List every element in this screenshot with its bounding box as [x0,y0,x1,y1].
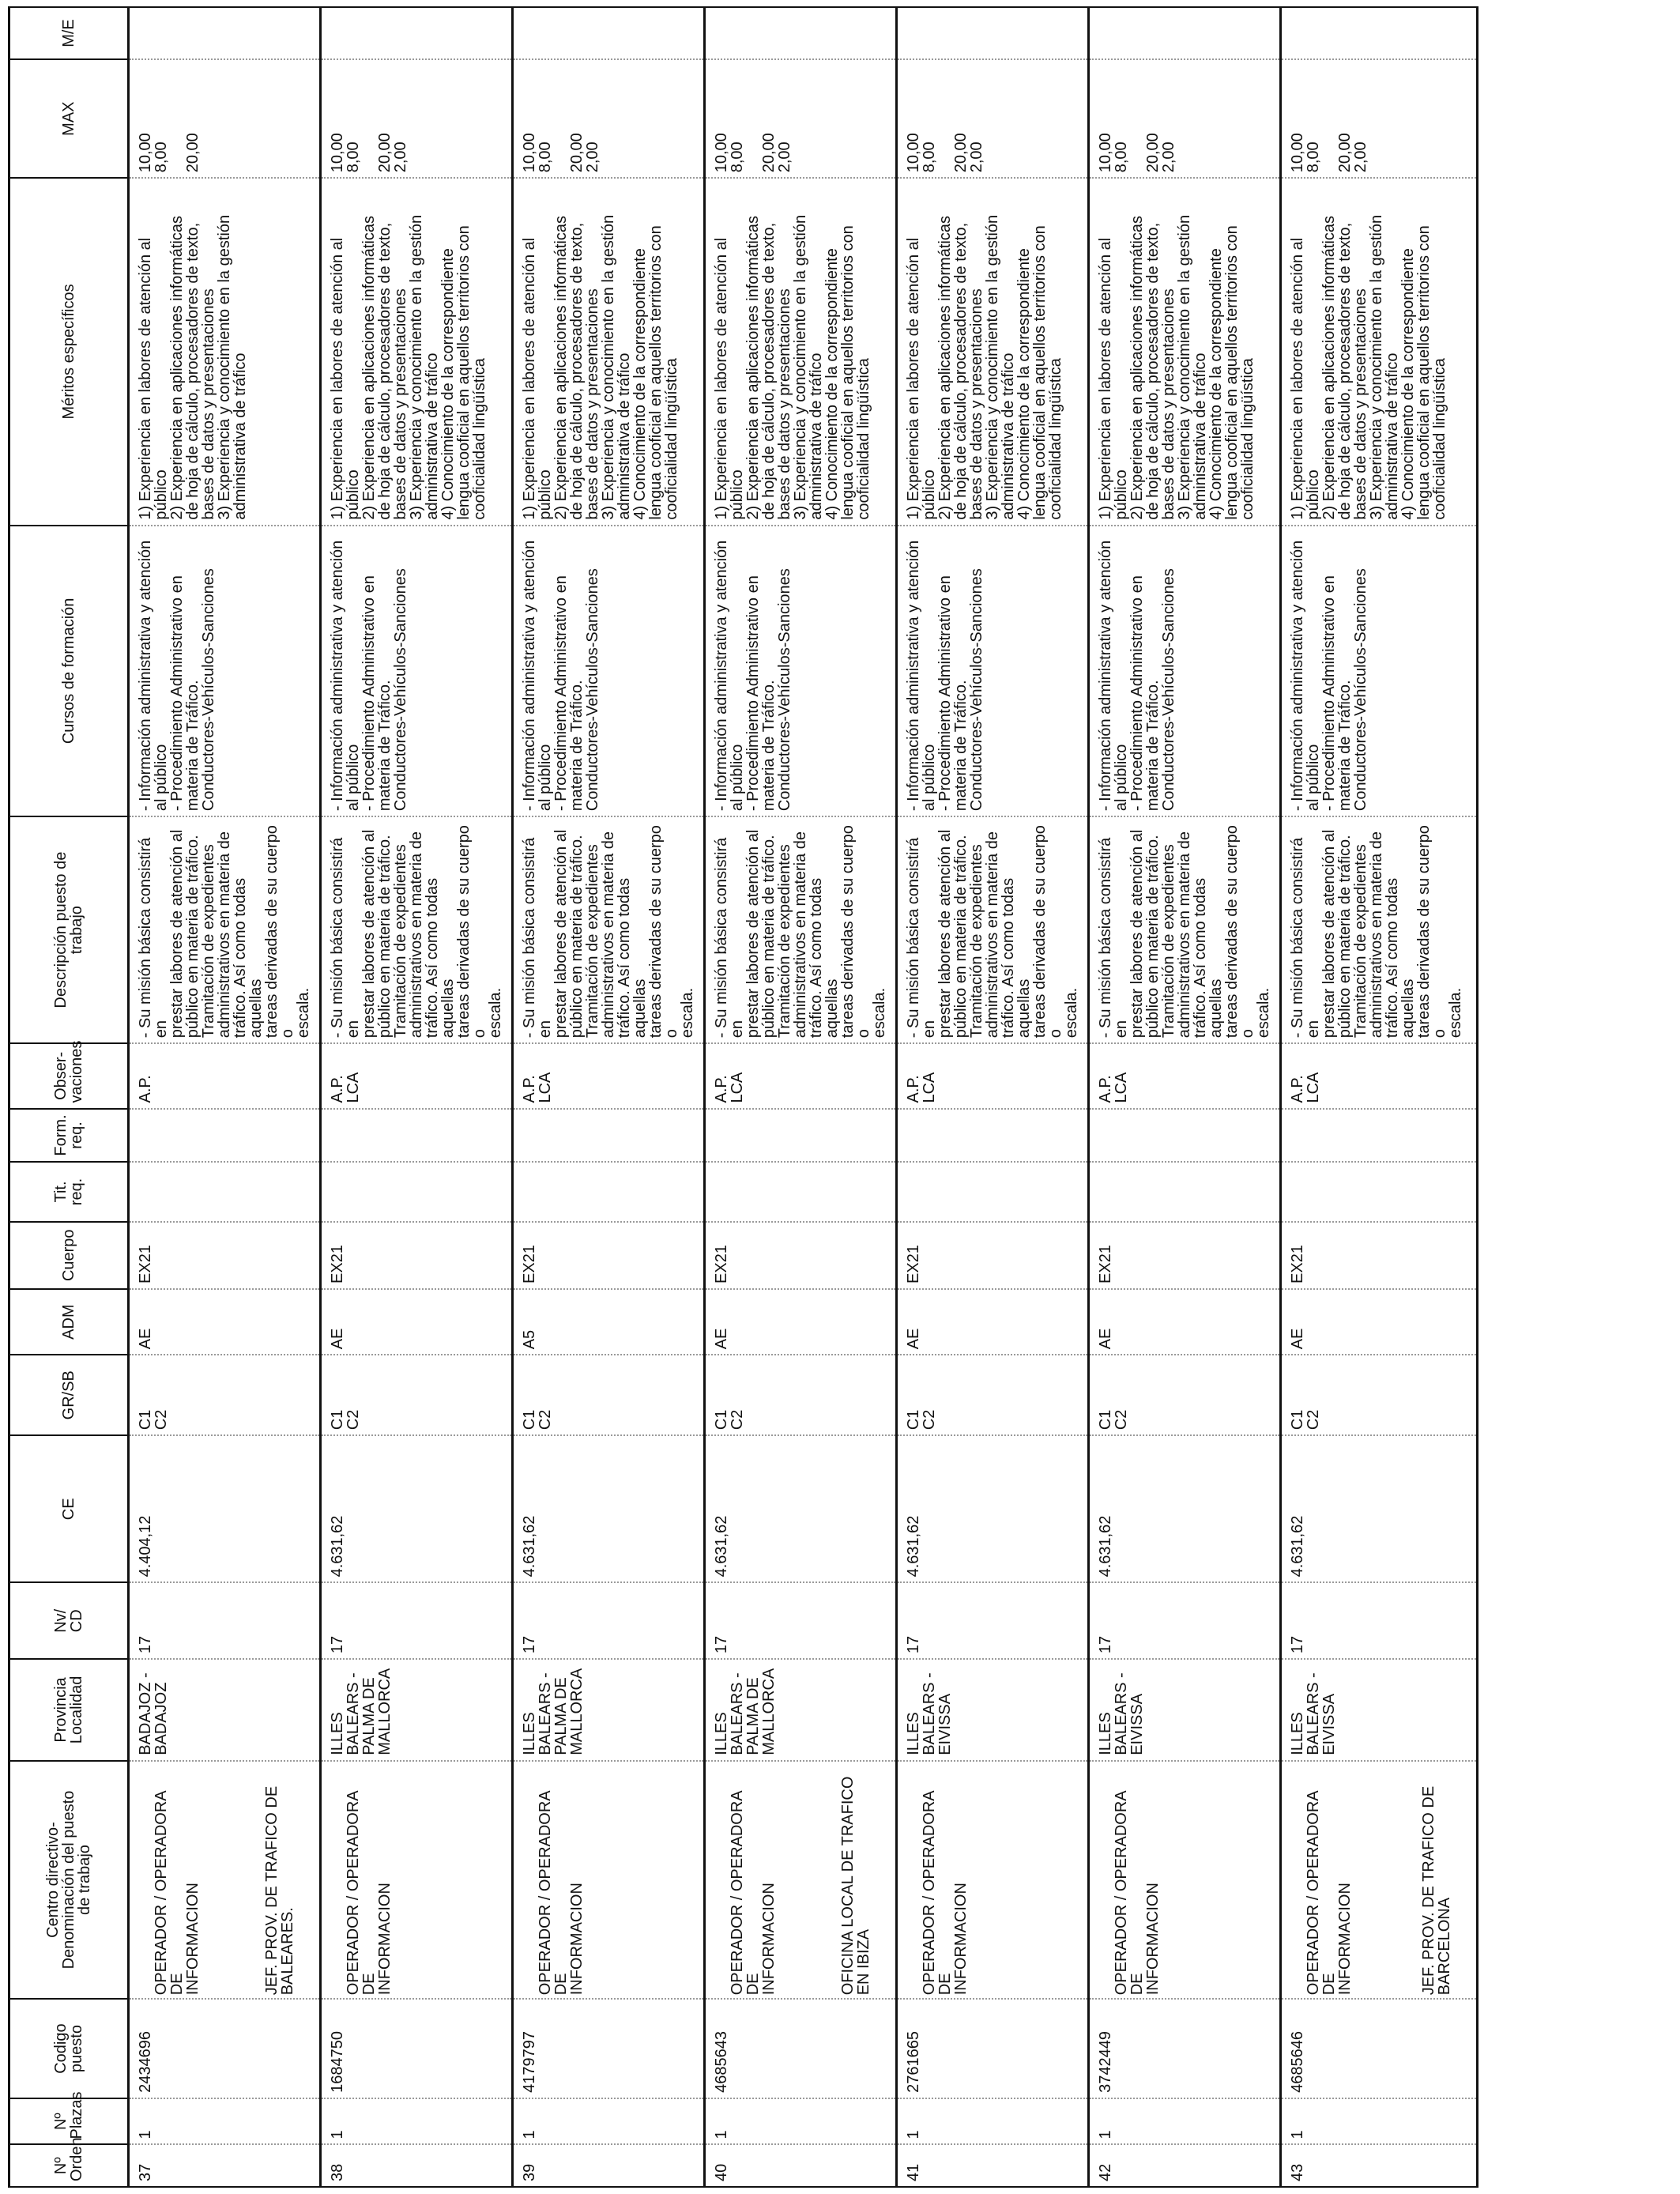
header-titulacion: Tit. req. [9,1162,129,1221]
formacion-cell [1089,1109,1281,1163]
centro-cell [513,1761,705,2000]
provincia-cell: BADAJOZ - BADAJOZ [129,1659,321,1761]
titulacion-cell [129,1162,321,1221]
orden-cell: 41 [897,2145,1089,2188]
grupo-cell: C1 C2 [897,1355,1089,1435]
ce-cell: 4.404,12 [129,1435,321,1582]
max-cell: 10,00 8,00 20,00 2,00 [1089,59,1281,178]
centro-cell [897,1761,1089,2000]
provincia-cell: ILLES BALEARS - PALMA DE MALLORCA [705,1659,897,1761]
adm-cell: AE [1089,1289,1281,1355]
table-row [129,7,321,2187]
codigo-cell: 1684750 [321,1999,513,2098]
cuerpo-cell: EX21 [1089,1222,1281,1289]
me-cell [897,7,1089,59]
me-cell [129,7,321,59]
ce-cell: 4.631,62 [321,1435,513,1582]
nivel-cell: 17 [129,1582,321,1659]
max-cell: 10,00 8,00 20,00 2,00 [321,59,513,178]
orden-cell: 38 [321,2145,513,2188]
position-name: OPERADOR / OPERADORA DE INFORMACION [921,1791,970,1996]
centro-cell [1281,1761,1478,2000]
cursos-cell: - Información administrativa y atención al público - Procedimiento Administrativo en materia de Tráfico. Conductores-Vehículos-Sanciones [129,526,321,816]
adm-cell: AE [897,1289,1089,1355]
adm-cell: AE [321,1289,513,1355]
position-name: OPERADOR / OPERADORA DE INFORMACION [345,1791,394,1996]
descripcion-cell: - Su misión básica consistirá en prestar labores de atención al público en materia de tráfico. Tramitación de expedientes administrativos en materia de tráfico. Así como todas aquellas tareas derivadas de su cuerpo o escala. [705,816,897,1043]
observaciones-cell: A.P. LCA [1089,1043,1281,1108]
max-cell: 10,00 8,00 20,00 2,00 [897,59,1089,178]
descripcion-cell: - Su misión básica consistirá en prestar labores de atención al público en materia de tráfico. Tramitación de expedientes administrativos en materia de tráfico. Así como todas aquellas tareas derivadas de su cuerpo o escala. [1281,816,1478,1043]
centro-cell [321,1761,513,2000]
header-descripcion: Descripción puesto de trabajo [9,816,129,1043]
grupo-cell: C1 C2 [1089,1355,1281,1435]
table-row [1281,7,1478,2187]
nivel-cell: 17 [1281,1582,1478,1659]
provincia-cell: ILLES BALEARS - EIVISSA [897,1659,1089,1761]
position-name: OPERADOR / OPERADORA DE INFORMACION [729,1791,778,1996]
centro-cell [1089,1761,1281,2000]
meritos-cell: 1) Experiencia en labores de atención al público 2) Experiencia en aplicaciones informáticas de hoja de cálculo, procesadores de texto, bases de datos y presentaciones 3) Experiencia y conocimiento en la gestión administrativa de tráfico 4) Conocimiento de la correspondiente lengua cooficial en aquellos territorios con cooficialidad lingüística [1089,178,1281,525]
formacion-cell [1281,1109,1478,1163]
cursos-cell: - Información administrativa y atención al público - Procedimiento Administrativo en materia de Tráfico. Conductores-Vehículos-Sanciones [513,526,705,816]
codigo-cell: 2761665 [897,1999,1089,2098]
me-cell [705,7,897,59]
nivel-cell: 17 [897,1582,1089,1659]
descripcion-cell: - Su misión básica consistirá en prestar labores de atención al público en materia de tráfico. Tramitación de expedientes administrativos en materia de tráfico. Así como todas aquellas tareas derivadas de su cuerpo o escala. [321,816,513,1043]
cuerpo-cell: EX21 [1281,1222,1478,1289]
observaciones-cell: A.P. LCA [321,1043,513,1108]
centro-cell [129,1761,321,2000]
plazas-cell: 1 [1089,2098,1281,2145]
meritos-cell: 1) Experiencia en labores de atención al público 2) Experiencia en aplicaciones informáticas de hoja de cálculo, procesadores de texto, bases de datos y presentaciones 3) Experiencia y conocimiento en la gestión administrativa de tráfico 4) Conocimiento de la correspondiente lengua cooficial en aquellos territorios con cooficialidad lingüística [897,178,1089,525]
next-centro-header: JEF. PROV. DE TRAFICO DE BALEARES. [263,1785,296,1996]
nivel-cell: 17 [513,1582,705,1659]
me-cell [1089,7,1281,59]
grupo-cell: C1 C2 [321,1355,513,1435]
position-name: OPERADOR / OPERADORA DE INFORMACION [1305,1791,1354,1996]
plazas-cell: 1 [129,2098,321,2145]
cursos-cell: - Información administrativa y atención al público - Procedimiento Administrativo en materia de Tráfico. Conductores-Vehículos-Sanciones [705,526,897,816]
orden-cell: 43 [1281,2145,1478,2188]
header-orden: Nº Orden [9,2145,129,2188]
observaciones-cell: A.P. LCA [897,1043,1089,1108]
provincia-cell: ILLES BALEARS - EIVISSA [1281,1659,1478,1761]
orden-cell: 42 [1089,2145,1281,2188]
grupo-cell: C1 C2 [129,1355,321,1435]
max-cell: 10,00 8,00 20,00 2,00 [1281,59,1478,178]
ce-cell: 4.631,62 [897,1435,1089,1582]
header-ce: CE [9,1435,129,1582]
next-centro-header: OFICINA LOCAL DE TRAFICO EN IBIZA [839,1776,872,1996]
next-centro-header: JEF. PROV. DE TRAFICO DE BARCELONA [1420,1785,1453,1996]
ce-cell: 4.631,62 [513,1435,705,1582]
cuerpo-cell: EX21 [513,1222,705,1289]
provincia-cell: ILLES BALEARS - PALMA DE MALLORCA [321,1659,513,1761]
nivel-cell: 17 [1089,1582,1281,1659]
cuerpo-cell: EX21 [321,1222,513,1289]
table-row [321,7,513,2187]
header-plazas: Nº Plazas [9,2098,129,2145]
position-name: OPERADOR / OPERADORA DE INFORMACION [1113,1791,1162,1996]
provincia-cell: ILLES BALEARS - PALMA DE MALLORCA [513,1659,705,1761]
meritos-cell: 1) Experiencia en labores de atención al público 2) Experiencia en aplicaciones informáticas de hoja de cálculo, procesadores de texto, bases de datos y presentaciones 3) Experiencia y conocimiento en la gestión administrativa de tráfico [129,178,321,525]
formacion-cell [513,1109,705,1163]
descripcion-cell: - Su misión básica consistirá en prestar labores de atención al público en materia de tráfico. Tramitación de expedientes administrativos en materia de tráfico. Así como todas aquellas tareas derivadas de su cuerpo o escala. [897,816,1089,1043]
header-max: MAX [9,59,129,178]
titulacion-cell [897,1162,1089,1221]
position-name: OPERADOR / OPERADORA DE INFORMACION [153,1791,202,1996]
table-row [897,7,1089,2187]
orden-cell: 40 [705,2145,897,2188]
header-adm: ADM [9,1289,129,1355]
header-grupo: GR/SB [9,1355,129,1435]
observaciones-cell: A.P. LCA [1281,1043,1478,1108]
observaciones-cell: A.P. LCA [513,1043,705,1108]
grupo-cell: C1 C2 [1281,1355,1478,1435]
formacion-cell [897,1109,1089,1163]
cuerpo-cell: EX21 [129,1222,321,1289]
nivel-cell: 17 [321,1582,513,1659]
codigo-cell: 4179797 [513,1999,705,2098]
header-provincia: Provincia Localidad [9,1659,129,1761]
table-row [513,7,705,2187]
titulacion-cell [1089,1162,1281,1221]
orden-cell: 39 [513,2145,705,2188]
adm-cell: AE [705,1289,897,1355]
codigo-cell: 3742449 [1089,1999,1281,2098]
header-formacion: Form. req. [9,1109,129,1163]
header-row [9,7,129,2187]
formacion-cell [321,1109,513,1163]
max-cell: 10,00 8,00 20,00 2,00 [705,59,897,178]
titulacion-cell [513,1162,705,1221]
adm-cell: A5 [513,1289,705,1355]
cuerpo-cell: EX21 [705,1222,897,1289]
plazas-cell: 1 [705,2098,897,2145]
meritos-cell: 1) Experiencia en labores de atención al público 2) Experiencia en aplicaciones informáticas de hoja de cálculo, procesadores de texto, bases de datos y presentaciones 3) Experiencia y conocimiento en la gestión administrativa de tráfico 4) Conocimiento de la correspondiente lengua cooficial en aquellos territorios con cooficialidad lingüística [321,178,513,525]
header-cuerpo: Cuerpo [9,1222,129,1289]
plazas-cell: 1 [1281,2098,1478,2145]
titulacion-cell [705,1162,897,1221]
descripcion-cell: - Su misión básica consistirá en prestar labores de atención al público en materia de tráfico. Tramitación de expedientes administrativos en materia de tráfico. Así como todas aquellas tareas derivadas de su cuerpo o escala. [1089,816,1281,1043]
titulacion-cell [321,1162,513,1221]
header-nivel: Nv/ CD [9,1582,129,1659]
codigo-cell: 2434696 [129,1999,321,2098]
plazas-cell: 1 [321,2098,513,2145]
max-cell: 10,00 8,00 20,00 [129,59,321,178]
table-row [1089,7,1281,2187]
observaciones-cell: A.P. [129,1043,321,1108]
header-meritos: Méritos específicos [9,178,129,525]
nivel-cell: 17 [705,1582,897,1659]
orden-cell: 37 [129,2145,321,2188]
formacion-cell [705,1109,897,1163]
cursos-cell: - Información administrativa y atención al público - Procedimiento Administrativo en materia de Tráfico. Conductores-Vehículos-Sanciones [1281,526,1478,816]
job-positions-table [8,6,1478,2188]
cursos-cell: - Información administrativa y atención al público - Procedimiento Administrativo en materia de Tráfico. Conductores-Vehículos-Sanciones [897,526,1089,816]
meritos-cell: 1) Experiencia en labores de atención al público 2) Experiencia en aplicaciones informáticas de hoja de cálculo, procesadores de texto, bases de datos y presentaciones 3) Experiencia y conocimiento en la gestión administrativa de tráfico 4) Conocimiento de la correspondiente lengua cooficial en aquellos territorios con cooficialidad lingüística [705,178,897,525]
header-centro: Centro directivo- Denominación del puesto de trabajo [9,1761,129,2000]
codigo-cell: 4685643 [705,1999,897,2098]
header-me: M/E [9,7,129,59]
centro-cell [705,1761,897,2000]
provincia-cell: ILLES BALEARS - EIVISSA [1089,1659,1281,1761]
header-cursos: Cursos de formación [9,526,129,816]
meritos-cell: 1) Experiencia en labores de atención al público 2) Experiencia en aplicaciones informáticas de hoja de cálculo, procesadores de texto, bases de datos y presentaciones 3) Experiencia y conocimiento en la gestión administrativa de tráfico 4) Conocimiento de la correspondiente lengua cooficial en aquellos territorios con cooficialidad lingüística [1281,178,1478,525]
position-name: OPERADOR / OPERADORA DE INFORMACION [537,1791,586,1996]
codigo-cell: 4685646 [1281,1999,1478,2098]
grupo-cell: C1 C2 [513,1355,705,1435]
formacion-cell [129,1109,321,1163]
ce-cell: 4.631,62 [1089,1435,1281,1582]
adm-cell: AE [1281,1289,1478,1355]
cursos-cell: - Información administrativa y atención al público - Procedimiento Administrativo en materia de Tráfico. Conductores-Vehículos-Sanciones [321,526,513,816]
table-row [705,7,897,2187]
plazas-cell: 1 [513,2098,705,2145]
me-cell [1281,7,1478,59]
descripcion-cell: - Su misión básica consistirá en prestar labores de atención al público en materia de tráfico. Tramitación de expedientes administrativos en materia de tráfico. Así como todas aquellas tareas derivadas de su cuerpo o escala. [129,816,321,1043]
adm-cell: AE [129,1289,321,1355]
observaciones-cell: A.P. LCA [705,1043,897,1108]
me-cell [321,7,513,59]
ce-cell: 4.631,62 [705,1435,897,1582]
header-observaciones: Obser- vaciones [9,1043,129,1108]
cursos-cell: - Información administrativa y atención al público - Procedimiento Administrativo en materia de Tráfico. Conductores-Vehículos-Sanciones [1089,526,1281,816]
me-cell [513,7,705,59]
max-cell: 10,00 8,00 20,00 2,00 [513,59,705,178]
ce-cell: 4.631,62 [1281,1435,1478,1582]
descripcion-cell: - Su misión básica consistirá en prestar labores de atención al público en materia de tráfico. Tramitación de expedientes administrativos en materia de tráfico. Así como todas aquellas tareas derivadas de su cuerpo o escala. [513,816,705,1043]
cuerpo-cell: EX21 [897,1222,1089,1289]
header-codigo: Codigo puesto [9,1999,129,2098]
titulacion-cell [1281,1162,1478,1221]
grupo-cell: C1 C2 [705,1355,897,1435]
plazas-cell: 1 [897,2098,1089,2145]
meritos-cell: 1) Experiencia en labores de atención al público 2) Experiencia en aplicaciones informáticas de hoja de cálculo, procesadores de texto, bases de datos y presentaciones 3) Experiencia y conocimiento en la gestión administrativa de tráfico 4) Conocimiento de la correspondiente lengua cooficial en aquellos territorios con cooficialidad lingüística [513,178,705,525]
